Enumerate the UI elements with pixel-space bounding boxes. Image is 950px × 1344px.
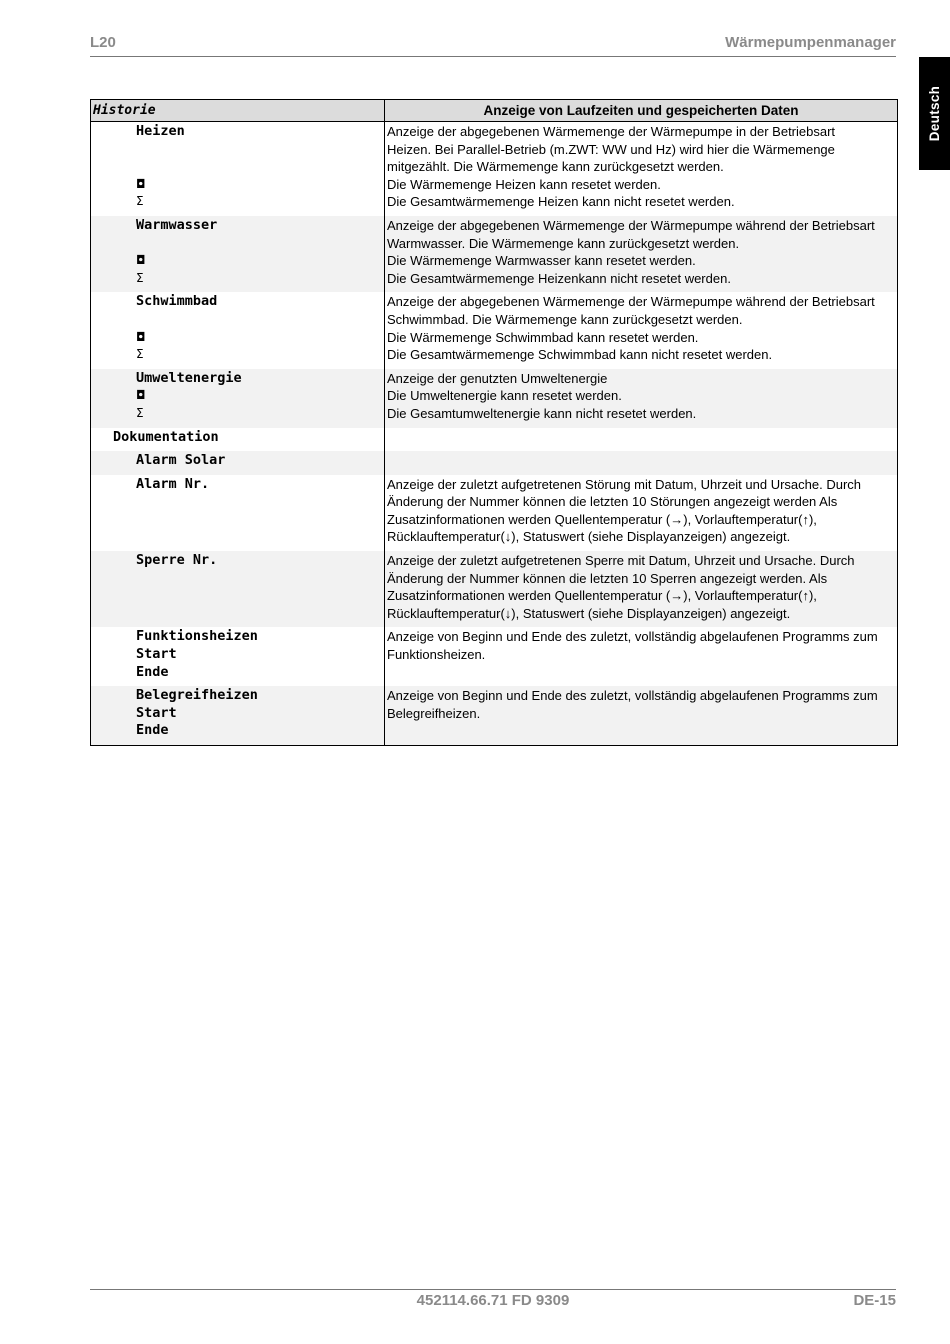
description-line: Zusatzinformationen werden Quellentemperatur (→), Vorlauftemperatur(↑), xyxy=(387,511,817,527)
menu-entry-line: Funktionsheizen xyxy=(136,628,258,645)
description-line: Anzeige der zuletzt aufgetretenen Sperre mit Datum, Uhrzeit und Ursache. Durch xyxy=(387,553,855,569)
table-row xyxy=(91,551,898,627)
description-line: Die Wärmemenge Schwimmbad kann resetet werden. xyxy=(387,329,699,345)
description-line: Heizen. Bei Parallel-Betrieb (m.ZWT: WW und Hz) wird hier die Wärmemenge xyxy=(387,141,835,157)
description-cell xyxy=(385,292,898,368)
menu-entry-line: Alarm Nr. xyxy=(136,475,210,492)
description-cell xyxy=(385,122,898,216)
description-line: Anzeige der abgegebenen Wärmemenge der Wärmepumpe während der Betriebsart xyxy=(387,294,875,310)
table-head-description: Anzeige von Laufzeiten und gespeicherten Daten xyxy=(385,100,898,122)
table-row xyxy=(91,369,898,428)
menu-entry-cell xyxy=(91,122,385,216)
header-product: L20 xyxy=(90,34,116,51)
header-rule xyxy=(90,56,896,57)
menu-entry-line: Warmwasser xyxy=(136,216,218,233)
description-cell xyxy=(385,627,898,686)
description-line: Zusatzinformationen werden Quellentemperatur (→), Vorlauftemperatur(↑), xyxy=(387,588,817,604)
language-tab-label: Deutsch xyxy=(927,85,942,142)
sum-icon: Σ xyxy=(136,270,144,285)
menu-table xyxy=(90,99,898,746)
table-row xyxy=(91,122,898,216)
description-line: Änderung der Nummer können die letzten 10 Störungen angezeigt werden Als xyxy=(387,494,838,510)
footer-rule xyxy=(90,1289,896,1290)
description-line: Anzeige von Beginn und Ende des zuletzt, vollständig abgelaufenen Programms zum xyxy=(387,688,878,704)
footer-doc-number: 452114.66.71 FD 9309 xyxy=(416,1292,570,1309)
menu-entry-cell xyxy=(91,451,385,475)
menu-entry-line xyxy=(91,158,384,176)
description-line: Anzeige der abgegebenen Wärmemenge der Wärmepumpe in der Betriebsart xyxy=(387,124,836,139)
menu-entry-cell xyxy=(91,551,385,627)
menu-entry-line xyxy=(91,311,384,329)
menu-entry-cell xyxy=(91,627,385,686)
menu-entry-line: Start xyxy=(136,646,177,663)
description-cell xyxy=(385,686,898,745)
reset-icon: ◘ xyxy=(136,253,146,268)
menu-entry-cell xyxy=(91,292,385,368)
menu-entry-line: Schwimmbad xyxy=(136,293,218,310)
menu-entry-cell xyxy=(91,369,385,428)
description-line: Warmwasser. Die Wärmemenge kann zurückgesetzt werden. xyxy=(387,235,740,251)
menu-entry-line: Belegreifheizen xyxy=(136,687,258,704)
description-line: Anzeige von Beginn und Ende des zuletzt, vollständig abgelaufenen Programms zum xyxy=(387,629,878,645)
menu-entry-line: Ende xyxy=(136,722,169,739)
description-line: Änderung der Nummer können die letzten 10 Sperren angezeigt werden. Als xyxy=(387,570,828,586)
description-cell xyxy=(385,216,898,292)
table-head-menu: Historie xyxy=(91,100,385,122)
description-line: Die Gesamtwärmemenge Schwimmbad kann nicht resetet werden. xyxy=(387,347,773,363)
sum-icon: Σ xyxy=(136,347,144,362)
menu-entry-line: Heizen xyxy=(136,123,185,139)
description-line: mitgezählt. Die Wärmemenge kann zurückgesetzt werden. xyxy=(387,159,724,175)
menu-entry-line: Umweltenergie xyxy=(136,369,242,386)
description-line: Anzeige der genutzten Umweltenergie xyxy=(387,370,608,386)
table-row xyxy=(91,451,898,475)
description-line: Die Wärmemenge Warmwasser kann resetet werden. xyxy=(387,253,696,269)
menu-entry-line xyxy=(91,141,384,159)
description-line: Rücklauftemperatur(↓), Statuswert (siehe Displayanzeigen) angezeigt. xyxy=(387,529,791,545)
description-cell xyxy=(385,551,898,627)
menu-entry-cell xyxy=(91,475,385,551)
menu-entry-cell xyxy=(91,216,385,292)
menu-entry-line: Dokumentation xyxy=(113,428,219,445)
language-tab xyxy=(919,57,950,170)
description-line: Die Gesamtwärmemenge Heizenkann nicht resetet werden. xyxy=(387,270,731,286)
menu-entry-line: Ende xyxy=(136,663,169,680)
footer-page-number: DE-15 xyxy=(853,1292,896,1309)
menu-entry-line: Sperre Nr. xyxy=(136,552,218,569)
header-title: Wärmepumpenmanager xyxy=(725,34,896,51)
description-cell xyxy=(385,428,898,452)
menu-entry-line xyxy=(91,235,384,253)
menu-entry-cell xyxy=(91,428,385,452)
table-row xyxy=(91,216,898,292)
description-cell xyxy=(385,451,898,475)
table-row xyxy=(91,686,898,745)
reset-icon: ◘ xyxy=(136,176,146,191)
table-row xyxy=(91,292,898,368)
description-line: Die Umweltenergie kann resetet werden. xyxy=(387,388,622,404)
description-line: Belegreifheizen. xyxy=(387,705,481,721)
description-line: Die Gesamtwärmemenge Heizen kann nicht resetet werden. xyxy=(387,194,735,210)
table-row xyxy=(91,475,898,551)
description-cell xyxy=(385,475,898,551)
description-cell xyxy=(385,369,898,428)
description-line: Die Gesamtumweltenergie kann nicht resetet werden. xyxy=(387,405,697,421)
menu-entry-cell xyxy=(91,686,385,745)
sum-icon: Σ xyxy=(136,194,144,209)
menu-entry-line: Start xyxy=(136,704,177,721)
reset-icon: ◘ xyxy=(136,329,146,344)
reset-icon: ◘ xyxy=(136,388,146,403)
table-row xyxy=(91,627,898,686)
description-line: Anzeige der zuletzt aufgetretenen Störung mit Datum, Uhrzeit und Ursache. Durch xyxy=(387,476,862,492)
menu-entry-line: Alarm Solar xyxy=(136,452,226,469)
description-line: Rücklauftemperatur(↓), Statuswert (siehe Displayanzeigen) angezeigt. xyxy=(387,605,791,621)
sum-icon: Σ xyxy=(136,405,144,420)
description-line: Anzeige der abgegebenen Wärmemenge der Wärmepumpe während der Betriebsart xyxy=(387,217,875,233)
table-row xyxy=(91,428,898,452)
description-line: Funktionsheizen. xyxy=(387,647,486,663)
description-line: Schwimmbad. Die Wärmemenge kann zurückgesetzt werden. xyxy=(387,311,743,327)
description-line: Die Wärmemenge Heizen kann resetet werden. xyxy=(387,176,661,192)
